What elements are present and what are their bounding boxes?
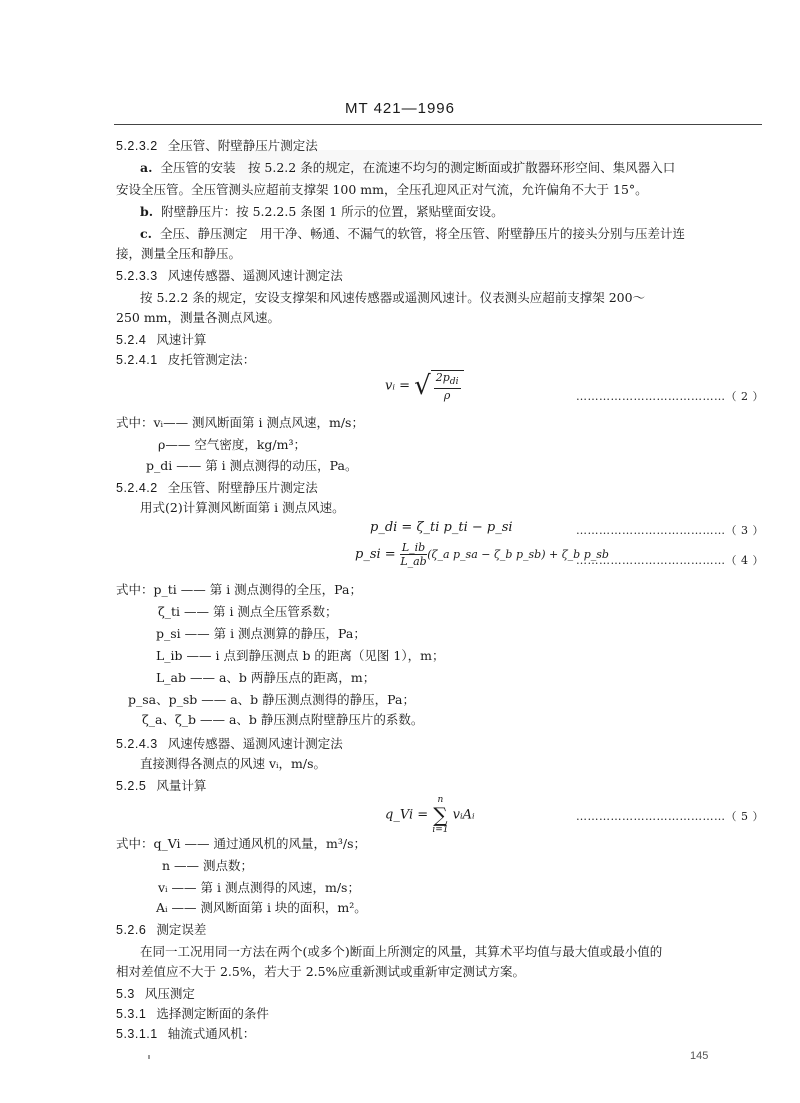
fraction-denominator: ρ [443, 389, 451, 403]
equation-lhs: q_Vi = [385, 807, 429, 823]
fraction-numerator: 2p [435, 371, 450, 384]
summation [432, 795, 448, 835]
section-title: 风速传感器、遥测风速计测定法 [167, 736, 343, 751]
where-line: vᵢ —— 第 i 测点测得的风速，m/s； [158, 880, 360, 895]
section-title: 全压管、附壁静压片测定法 [167, 480, 318, 495]
item-b [140, 204, 504, 220]
where-line: p_si —— 第 i 测点测算的静压，Pa； [156, 626, 366, 641]
equation-lhs: vᵢ = [385, 378, 410, 394]
page-number: 145 [690, 1050, 709, 1062]
section-number: 5.2.4.2 [116, 481, 158, 495]
item-text: 附壁静压片：按 5.2.2.5 条图 1 所示的位置，紧贴壁面安设。 [161, 204, 504, 219]
section-title: 风量计算 [156, 778, 207, 793]
equation-rhs: (ζ_a p_sa − ζ_b p_sb) + ζ_b p_sb [427, 548, 609, 561]
equation-lhs: p_si = [355, 547, 396, 562]
header-rule [114, 124, 762, 125]
square-root [414, 370, 463, 402]
section-title: 全压管、附壁静压片测定法 [167, 138, 318, 153]
section-number: 5.2.5 [116, 779, 147, 793]
section-5-2-6 [116, 922, 206, 938]
section-title: 风压测定 [144, 986, 195, 1001]
section-number: 5.3 [116, 987, 135, 1001]
where-line: Aᵢ —— 测风断面第 i 块的面积，m²。 [156, 900, 367, 915]
fraction-numerator: L_ib [401, 541, 426, 554]
section-title: 选择测定断面的条件 [156, 1006, 269, 1021]
where-line: p_di —— 第 i 测点测得的动压，Pa。 [146, 458, 358, 473]
fraction-denominator: L_ab [400, 555, 427, 568]
scan-speck [148, 1055, 150, 1059]
section-5-3-1-1 [116, 1026, 255, 1042]
paragraph-line: 用式(2)计算测风断面第 i 测点风速。 [140, 500, 345, 515]
where-line: L_ab —— a、b 两静压点的距离，m； [156, 670, 376, 685]
where-line: 式中：p_ti —— 第 i 测点测得的全压，Pa； [116, 582, 362, 597]
paragraph-line: 相对差值应不大于 2.5%，若大于 2.5%应重新测试或重新审定测试方案。 [116, 964, 525, 979]
section-number: 5.2.4 [116, 333, 147, 347]
section-number: 5.2.3.3 [116, 269, 158, 283]
item-text: 全压、静压测定 用干净、畅通、不漏气的软管，将全压管、附壁静压片的接头分别与压差计连 [159, 226, 685, 241]
item-label: c. [140, 226, 152, 241]
sum-lower: i=1 [432, 825, 449, 835]
item-a-line2: 安设全压管。全压管测头应超前支撑架 100 mm，全压孔迎风正对气流，允许偏角不大于 15°。 [116, 182, 648, 197]
equation-5 [385, 795, 475, 835]
section-5-3 [116, 986, 195, 1002]
paragraph-line: 250 mm，测量各测点风速。 [116, 310, 281, 325]
section-number: 5.2.4.1 [116, 353, 158, 367]
section-title: 轴流式通风机： [167, 1026, 256, 1041]
section-number: 5.2.6 [116, 923, 147, 937]
item-a-line1 [140, 160, 675, 176]
section-5-2-4-3 [116, 736, 343, 752]
section-title: 皮托管测定法： [167, 352, 256, 367]
equation-number: …………………………………（ 3 ） [576, 524, 764, 537]
paragraph-line: 按 5.2.2 条的规定，安设支撑架和风速传感器或遥测风速计。仪表测头应超前支撑架 200～ [140, 290, 646, 305]
section-title: 风速计算 [156, 332, 207, 347]
item-text: 全压管的安装 按 5.2.2 条的规定，在流速不均匀的测定断面或扩散器环形空间、集风器入口 [160, 160, 676, 175]
section-5-3-1 [116, 1006, 269, 1022]
equation-number: …………………………………（ 5 ） [576, 810, 764, 823]
section-number: 5.2.4.3 [116, 737, 158, 751]
item-label: a. [140, 160, 153, 175]
where-line: 式中：q_Vi —— 通过通风机的风量，m³/s； [116, 836, 366, 851]
paragraph-line: 直接测得各测点的风速 vᵢ，m/s。 [140, 756, 327, 771]
section-5-2-3-3 [116, 268, 343, 284]
page-header: MT 421—1996 [345, 100, 455, 117]
item-c-line2: 接，测量全压和静压。 [116, 246, 242, 261]
where-line: ρ—— 空气密度，kg/m³； [158, 437, 306, 452]
section-number: 5.2.3.2 [116, 139, 158, 153]
item-label: b. [140, 204, 154, 219]
where-line: n —— 测点数； [162, 858, 253, 873]
sigma-icon: ∑ [433, 803, 448, 827]
section-title: 风速传感器、遥测风速计测定法 [167, 268, 343, 283]
equation-number: …………………………………（ 4 ） [576, 554, 764, 567]
item-c-line1 [140, 226, 685, 242]
section-5-2-4-2 [116, 480, 318, 496]
equation-2 [385, 370, 464, 402]
where-line: L_ib —— i 点到静压测点 b 的距离（见图 1），m； [156, 648, 445, 663]
numerator-subscript: di [449, 376, 459, 388]
equation-3: p_di = ζ_ti p_ti − p_si [370, 520, 513, 535]
section-5-2-5 [116, 778, 206, 794]
equation-rhs: vᵢAᵢ [452, 807, 475, 823]
section-5-2-4 [116, 332, 206, 348]
sum-upper: n [437, 795, 444, 805]
paragraph-line: 在同一工况用同一方法在两个(或多个)断面上所测定的风量，其算术平均值与最大值或最小值的 [140, 944, 663, 959]
section-number: 5.3.1 [116, 1007, 147, 1021]
where-line: ζ_a、ζ_b —— a、b 静压测点附壁静压片的系数。 [142, 712, 424, 727]
section-title: 测定误差 [156, 922, 207, 937]
where-line: 式中：vᵢ—— 测风断面第 i 测点风速，m/s； [116, 415, 364, 430]
where-line: p_sa、p_sb —— a、b 静压测点测得的静压，Pa； [128, 692, 415, 707]
section-5-2-4-1 [116, 352, 255, 368]
where-line: ζ_ti —— 第 i 测点全压管系数； [158, 604, 338, 619]
section-5-2-3-2 [116, 138, 318, 154]
equation-number: …………………………………（ 2 ） [576, 390, 764, 403]
section-number: 5.3.1.1 [116, 1027, 158, 1041]
radical-sign: √ [414, 371, 431, 402]
